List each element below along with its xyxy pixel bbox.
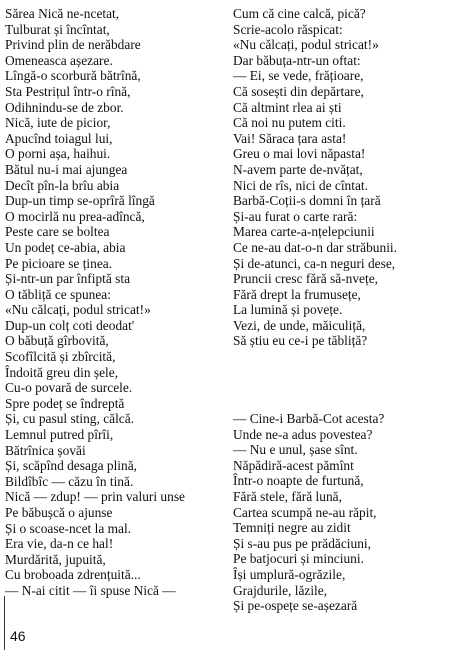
- poem-line: Pe batjocuri și minciuni.: [233, 551, 364, 567]
- poem-line: Într-o noapte de furtună,: [233, 473, 364, 489]
- poem-line: Omeneasca așezare.: [5, 52, 113, 68]
- poem-line: La lumină și povețe.: [233, 302, 343, 318]
- poem-line: Lîngă-o scorbură bătrînă,: [5, 68, 141, 84]
- poem-line: «Nu călcați, podul stricat!»: [233, 37, 379, 53]
- poem-line: Dup-un timp se-oprîră lîngă: [5, 193, 155, 209]
- poem-line: Și o scoase-ncet la mal.: [5, 520, 132, 536]
- poem-line: Spre podeț se îndreptă: [5, 395, 125, 411]
- poem-line: Decît pîn-la brîu abia: [5, 177, 120, 193]
- poem-line: N-avem parte de-nvățat,: [233, 161, 363, 177]
- poem-line: Pruncii cresc fără să-nvețe,: [233, 271, 378, 287]
- poem-line: Că noi nu putem citi.: [233, 115, 346, 131]
- poem-line: Că altmint rlea ai ști: [233, 99, 342, 115]
- poem-line: O tăbliță ce spunea:: [5, 286, 111, 302]
- poem-line: Murdărită, jupuită,: [5, 551, 106, 567]
- poem-line: Și s-au pus pe prădăciuni,: [233, 535, 371, 551]
- poem-line: Apucînd toiagul lui,: [5, 130, 113, 146]
- poem-line: Era vie, da-n ce hal!: [5, 536, 114, 552]
- poem-line: Bătul nu-i mai ajungea: [5, 161, 128, 177]
- poem-line: Și de-atunci, ca-n neguri dese,: [233, 255, 396, 271]
- poem-line: Odihnindu-se de zbor.: [5, 99, 124, 115]
- poem-line: Vai! Săraca țara asta!: [233, 130, 347, 146]
- poem-line: Scrie-acolo răspicat:: [233, 21, 343, 37]
- poem-line: Barbă-Coții-s domni în țară: [233, 193, 381, 209]
- right-stanza-top: [233, 6, 459, 349]
- right-poem-column: [233, 6, 459, 614]
- poem-line: Pe băbușcă o ajunse: [5, 505, 113, 520]
- poem-line: Și-au furat o carte rară:: [233, 208, 358, 224]
- poem-line: O mocirlă nu prea-adîncă,: [5, 208, 145, 224]
- poem-line: Temniți negre au zidit: [233, 520, 351, 536]
- poem-line: — N-ai citit — îi spuse Nică —: [5, 582, 176, 598]
- poem-line: Și, cu pasul sting, călcă.: [5, 411, 135, 427]
- poem-line: Un podeț ce-abia, abia: [5, 239, 126, 255]
- poem-line: Unde ne-a adus povestea?: [233, 426, 373, 442]
- poem-line: Fără stele, fără lună,: [233, 489, 342, 505]
- poem-line: Sta Pestrițul într-o rînă,: [5, 83, 131, 99]
- poem-line: Și-ntr-un par înfiptă sta: [5, 271, 131, 287]
- poem-line: Cu broboada zdrențuită...: [5, 567, 141, 583]
- poem-line: Peste care se boltea: [5, 224, 110, 240]
- stanza-gap: [233, 349, 459, 411]
- poem-line: Cartea scumpă ne-au răpit,: [233, 504, 377, 520]
- poem-line: Cum că cine calcă, pică?: [233, 6, 366, 21]
- poem-line: Sărea Nică ne-ncetat,: [5, 6, 120, 21]
- poem-line: «Nu călcați, podul stricat!»: [5, 302, 151, 318]
- poem-line: Vezi, de unde, măiculiță,: [233, 317, 366, 333]
- poem-line: Să știu eu ce-i pe tăbliță?: [233, 333, 368, 349]
- poem-line: Și pe-ospețe se-așezară: [233, 598, 358, 614]
- poem-line: Scofîlcită și zbîrcită,: [5, 349, 116, 365]
- poem-line: — Cine-i Barbă-Cot acesta?: [233, 411, 385, 427]
- poem-line: Că sosești din depărtare,: [233, 83, 364, 99]
- poem-line: Marea carte-a-nțelepciunii: [233, 224, 375, 240]
- poem-line: Nică, iute de picior,: [5, 115, 111, 131]
- poem-line: Dar băbuța-ntr-un oftat:: [233, 52, 361, 68]
- poem-line: — Nu e unul, șase sînt.: [233, 442, 358, 458]
- poem-line: Fără drept la frumusețe,: [233, 286, 361, 302]
- poem-line: Dup-un colț coti deodat': [5, 317, 135, 333]
- poem-line: O băbuță gîrbovită,: [5, 333, 109, 349]
- poem-line: Tulburat și încîntat,: [5, 21, 110, 37]
- left-poem-column: [5, 6, 233, 599]
- page-number: 46: [10, 628, 26, 644]
- poem-line: Bătrînica șovăi: [5, 442, 86, 458]
- margin-rule: [4, 596, 5, 650]
- poem-line: Bildîbîc — căzu în tină.: [5, 473, 134, 489]
- poem-line: Cu-o povară de surcele.: [5, 380, 133, 396]
- poem-line: Greu o mai lovi năpasta!: [233, 146, 366, 162]
- poem-line: Nici de rîs, nici de cîntat.: [233, 177, 368, 193]
- poem-line: Nică — zdup! — prin valuri unse: [5, 489, 185, 505]
- poem-line: Lemnul putred pîrîi,: [5, 427, 114, 443]
- poem-line: Privind plin de nerăbdare: [5, 37, 141, 53]
- poem-line: Pe picioare se ținea.: [5, 255, 113, 271]
- poem-line: Ce ne-au dat-o-n dar străbunii.: [233, 239, 397, 255]
- poem-line: O porni așa, haihui.: [5, 146, 111, 162]
- poem-line: Năpădiră-acest pămînt: [233, 457, 354, 473]
- right-stanza-bottom: [233, 411, 459, 614]
- poem-line: Grajdurile, lăzile,: [233, 582, 328, 598]
- poem-line: — Ei, se vede, frățioare,: [233, 68, 364, 84]
- poem-line: Și, scăpînd desaga plină,: [5, 458, 138, 474]
- poem-line: Îndoită greu din șele,: [5, 364, 119, 380]
- poem-line: Își umplură-ogrăzile,: [233, 567, 346, 582]
